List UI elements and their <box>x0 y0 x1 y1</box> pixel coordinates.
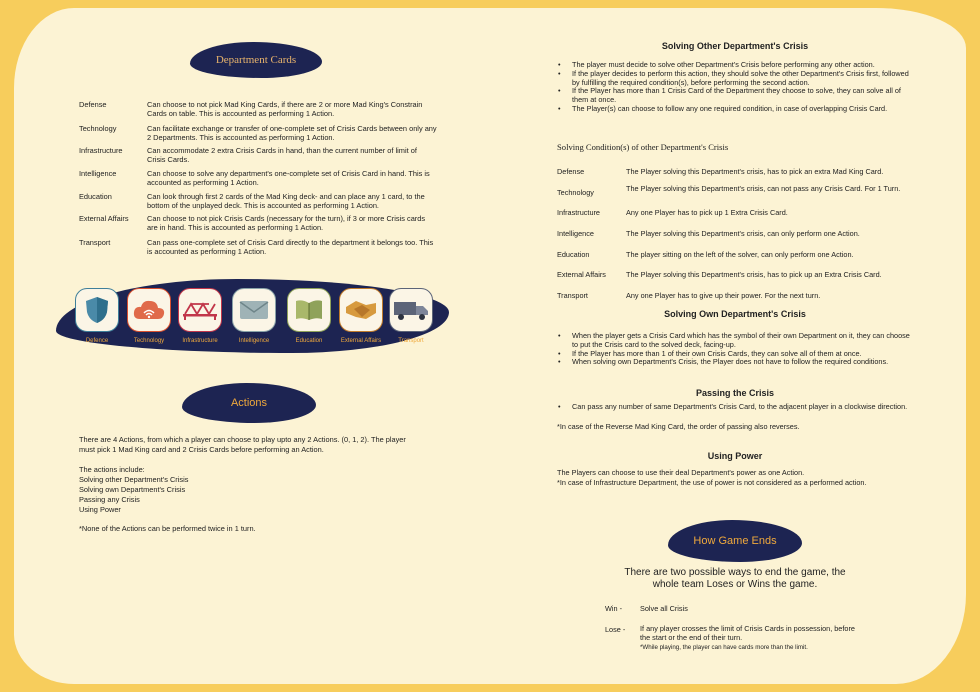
department-description: Can choose to solve any department's one-complete set of Crisis Card in hand. This is accounted as performing 1 Action. <box>147 169 430 188</box>
win-label: Win - <box>605 604 623 613</box>
department-description: Can facilitate exchange or transfer of one-complete set of Crisis Cards between only any 2 Departments. This is accounted as performing 1 Action. <box>147 124 437 143</box>
power-text: The Players can choose to use their deal Department's power as one Action. <box>557 468 805 477</box>
actions-note: *None of the Actions can be performed twice in 1 turn. <box>79 524 256 533</box>
department-icon-label: External Affairs <box>340 338 382 344</box>
game-ends-intro: There are two possible ways to end the game, the whole team Loses or Wins the game. <box>624 567 846 590</box>
conditions-title: Solving Condition(s) of other Department's Crisis <box>557 142 729 152</box>
action-item: Using Power <box>79 505 121 514</box>
department-description: Can look through first 2 cards of the Mad King deck- and can place any 1 card, to the bottom of the unplayed deck. This is accounted as performing 1 Action. <box>147 192 425 211</box>
condition-department: Technology <box>557 188 594 197</box>
book-icon <box>287 288 331 332</box>
bullet-item: • If the player decides to perform this action, they should solve the other Department's Crisis first, followed by fulfilling the required condition(s), before performing the second action. <box>557 70 912 88</box>
condition-description: The Player solving this Department's crisis, can only perform one Action. <box>626 229 860 238</box>
condition-department: Defense <box>557 167 585 176</box>
actions-include-label: The actions include: <box>79 465 145 474</box>
power-title: Using Power <box>707 451 763 461</box>
lose-text: If any player crosses the limit of Crisis Cards in possession, before the start or the end of their turn. <box>640 624 855 642</box>
condition-description: The Player solving this Department's crisis, has to pick up an Extra Crisis Card. <box>626 270 882 279</box>
condition-department: Transport <box>557 291 588 300</box>
action-item: Solving other Department's Crisis <box>79 475 189 484</box>
shield-icon <box>75 288 119 332</box>
department-icon-label: Education <box>295 338 323 344</box>
department-icon-label: Technology <box>133 338 165 344</box>
condition-department: Education <box>557 250 590 259</box>
department-name: Transport <box>79 238 111 247</box>
department-name: External Affairs <box>79 214 129 223</box>
bullet-item: • When the player gets a Crisis Card which has the symbol of their own Department on it, they can choose to put the Crisis card to the solved deck, facing-up. <box>557 332 912 350</box>
bullet-item: • The player must decide to solve other Department's Crisis before performing any other action. <box>557 61 912 70</box>
passing-note: *In case of the Reverse Mad King Card, the order of passing also reverses. <box>557 422 800 431</box>
handshake-icon <box>339 288 383 332</box>
solving-other-bullets <box>557 61 912 114</box>
solving-own-title: Solving Own Department's Crisis <box>664 309 806 319</box>
action-item: Solving own Department's Crisis <box>79 485 186 494</box>
truck-icon <box>389 288 433 332</box>
department-description: Can choose to not pick Mad King Cards, if there are 2 or more Mad King's Constrain Cards on table. This is accounted as performing 1 Action. <box>147 100 423 119</box>
department-icon-label: Defence <box>85 338 109 344</box>
condition-department: External Affairs <box>557 270 606 279</box>
actions-intro: There are 4 Actions, from which a player can choose to play upto any 2 Actions. (0, 1, 2). The player must pick 1 Mad King card and 2 Crisis Cards before performing an Action. <box>79 435 406 454</box>
condition-department: Infrastructure <box>557 208 600 217</box>
bullet-item: • The Player(s) can choose to follow any one required condition, in case of overlapping Crisis Card. <box>557 105 912 114</box>
passing-title: Passing the Crisis <box>695 388 775 398</box>
solving-own-bullets <box>557 332 912 367</box>
department-icon-label: Transport <box>398 338 424 344</box>
bullet-item: • When solving own Department's Crisis, the Player does not have to follow the required conditions. <box>557 358 912 367</box>
condition-description: Any one Player has to give up their power. For the next turn. <box>626 291 821 300</box>
actions-title: Actions <box>182 383 316 423</box>
condition-description: The player sitting on the left of the solver, can only perform one Action. <box>626 250 854 259</box>
department-name: Infrastructure <box>79 146 123 155</box>
department-description: Can choose to not pick Crisis Cards (necessary for the turn), if 3 or more Crisis cards are in hand. This is accounted as performing 1 Action. <box>147 214 426 233</box>
department-description: Can pass one-complete set of Crisis Card directly to the department it belongs too. This is accounted as performing 1 Action. <box>147 238 434 257</box>
condition-department: Intelligence <box>557 229 594 238</box>
department-description: Can accommodate 2 extra Crisis Cards in hand, than the current number of limit of Crisis Cards. <box>147 146 417 165</box>
game-ends-title: How Game Ends <box>668 520 802 562</box>
bullet-item: • Can pass any number of same Department's Crisis Card, to the adjacent player in a clockwise direction. <box>557 403 912 412</box>
department-cards-title: Department Cards <box>190 42 322 78</box>
passing-bullets <box>557 403 912 412</box>
department-name: Technology <box>79 124 117 133</box>
department-name: Education <box>79 192 112 201</box>
department-icon-label: Infrastructure <box>182 338 218 344</box>
power-note: *In case of Infrastructure Department, the use of power is not considered as a performed action. <box>557 478 867 487</box>
department-name: Defense <box>79 100 107 109</box>
solving-other-title: Solving Other Department's Crisis <box>661 41 809 51</box>
condition-description: Any one Player has to pick up 1 Extra Crisis Card. <box>626 208 788 217</box>
envelope-icon <box>232 288 276 332</box>
condition-description: The Player solving this Department's crisis, has to pick an extra Mad King Card. <box>626 167 884 176</box>
cloud-wifi-icon <box>127 288 171 332</box>
department-icon-label: Intelligence <box>238 338 270 344</box>
action-item: Passing any Crisis <box>79 495 140 504</box>
department-name: Intelligence <box>79 169 117 178</box>
condition-description: The Player solving this Department's crisis, can not pass any Crisis Card. For 1 Turn. <box>626 184 901 193</box>
bullet-item: • If the Player has more than 1 of their own Crisis Cards, they can solve all of them at once. <box>557 350 912 359</box>
lose-label: Lose - <box>605 625 626 634</box>
win-text: Solve all Crisis <box>640 604 688 613</box>
bridge-icon <box>178 288 222 332</box>
lose-note: *While playing, the player can have cards more than the limit. <box>640 644 808 651</box>
bullet-item: • If the Player has more than 1 Crisis Card of the Department they choose to solve, they can solve all of them at once. <box>557 87 912 105</box>
